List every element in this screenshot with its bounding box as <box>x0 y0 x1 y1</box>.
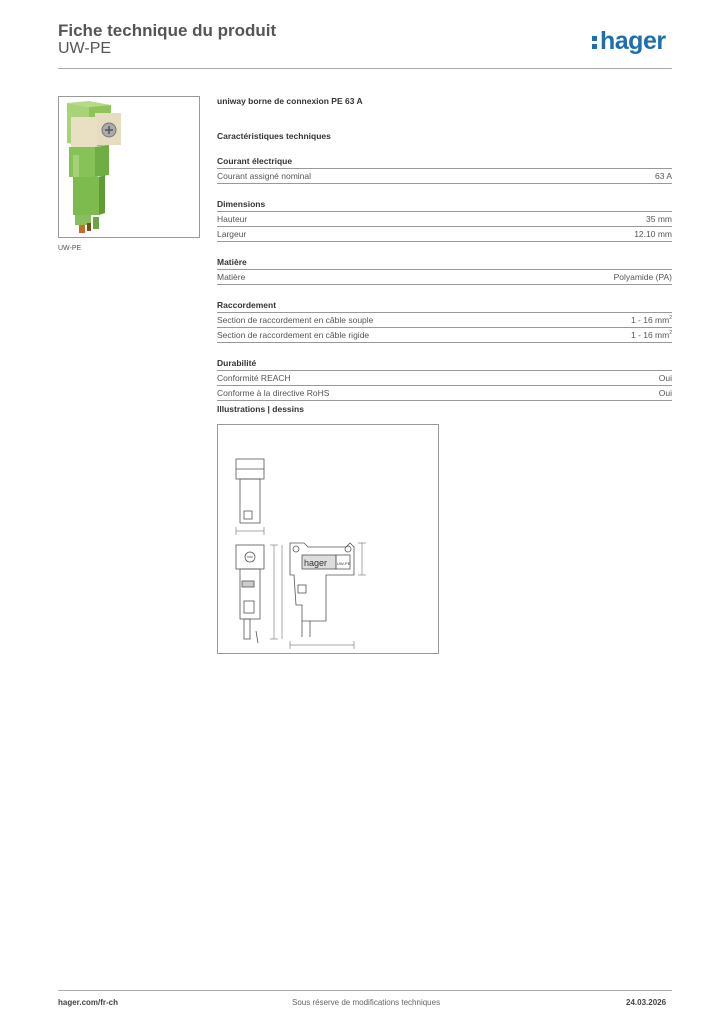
group-electrical <box>217 156 672 184</box>
spec-row <box>217 371 672 386</box>
spec-label: Conforme à la directive RoHS <box>217 388 330 398</box>
spec-label: Conformité REACH <box>217 373 291 383</box>
group-title: Durabilité <box>217 358 672 371</box>
spec-label: Matière <box>217 272 246 282</box>
group-title: Raccordement <box>217 300 672 313</box>
spec-value <box>631 314 672 327</box>
spec-value <box>631 329 672 342</box>
page-title: Fiche technique du produit <box>58 21 277 40</box>
spec-label: Section de raccordement en câble rigide <box>217 330 370 340</box>
group-material <box>217 257 672 285</box>
spec-row <box>217 270 672 285</box>
spec-label: Largeur <box>217 229 247 239</box>
hager-logo <box>592 27 666 55</box>
spec-value: 35 mm <box>646 214 672 224</box>
spec-value-exponent: 2 <box>669 330 672 337</box>
logo-colon-icon <box>592 33 598 50</box>
group-durability <box>217 358 672 401</box>
spec-value: Oui <box>658 388 672 398</box>
spec-label: Section de raccordement en câble souple <box>217 315 374 325</box>
product-image-icon <box>59 97 199 237</box>
drawing-brand-text: hager <box>304 558 328 568</box>
spec-row <box>217 212 672 227</box>
footer-divider <box>58 990 672 991</box>
spec-value-exponent: 2 <box>669 315 672 322</box>
photo-caption: UW-PE <box>58 245 82 252</box>
group-title: Matière <box>217 257 672 270</box>
technical-drawing <box>217 424 439 654</box>
illustrations-title: Illustrations | dessins <box>217 404 304 414</box>
dimension-drawing-icon <box>218 425 438 653</box>
spec-row <box>217 169 672 184</box>
header-divider <box>58 68 672 69</box>
spec-row <box>217 227 672 242</box>
product-name: uniway borne de connexion PE 63 A <box>217 96 363 106</box>
footer-notice: Sous réserve de modifications techniques <box>292 998 441 1007</box>
spec-label: Hauteur <box>217 214 248 224</box>
spec-value: Oui <box>658 373 672 383</box>
group-title: Dimensions <box>217 199 672 212</box>
group-title: Courant électrique <box>217 156 672 169</box>
spec-row <box>217 328 672 343</box>
spec-value: 63 A <box>654 171 672 181</box>
spec-section <box>217 96 672 401</box>
tech-heading: Caractéristiques techniques <box>217 131 331 141</box>
footer-website-link[interactable]: hager.com/fr-ch <box>58 998 119 1007</box>
spec-value: 12.10 mm <box>634 229 672 239</box>
logo-text: hager <box>600 27 666 55</box>
spec-value: Polyamide (PA) <box>613 272 672 282</box>
group-dimensions <box>217 199 672 242</box>
spec-row <box>217 386 672 401</box>
drawing-model-text: UW-PE <box>337 561 351 566</box>
spec-row <box>217 313 672 328</box>
spec-value-text: 1 - 16 mm <box>630 330 670 340</box>
product-reference: UW-PE <box>58 40 112 57</box>
group-connection <box>217 300 672 343</box>
spec-label: Courant assigné nominal <box>217 171 312 181</box>
spec-value-text: 1 - 16 mm <box>630 315 670 325</box>
product-photo <box>58 96 200 238</box>
footer-date: 24.03.2026 <box>626 998 667 1007</box>
